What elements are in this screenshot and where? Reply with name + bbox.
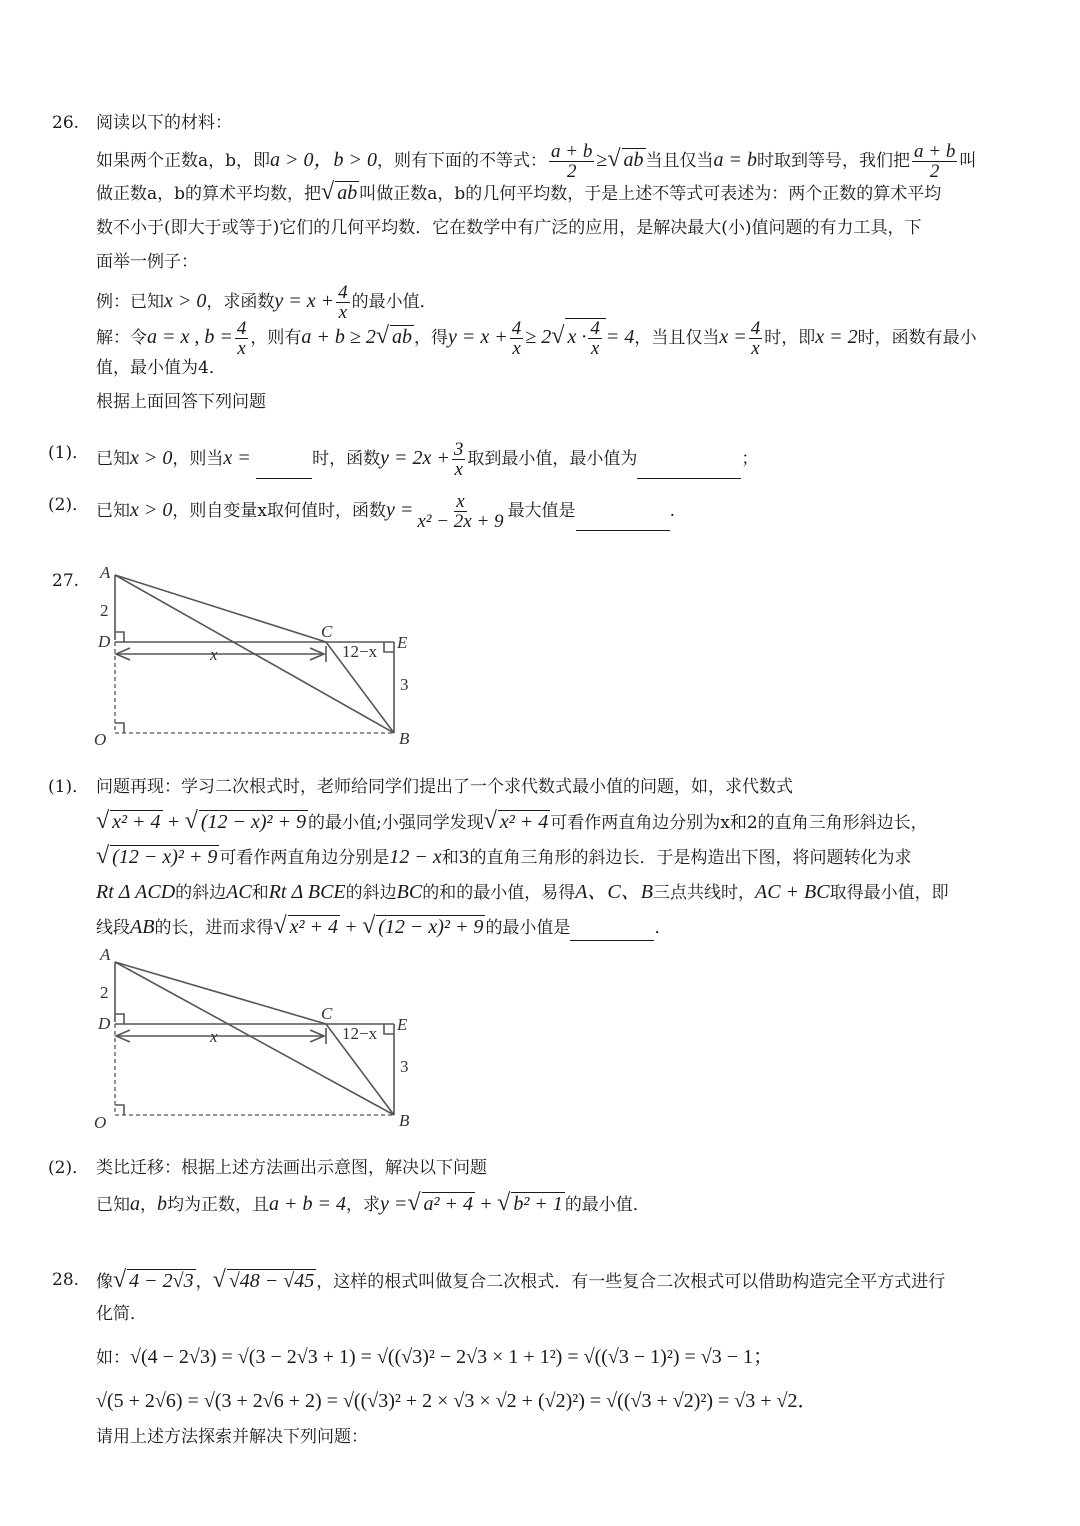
q28-example1: 如：√(4 − 2√3) = √(3 − 2√3 + 1) = √((√3)² − 2√3 × 1 + 1²) = √((√3 − 1)²) = √3 − 1； xyxy=(96,1346,774,1368)
label-3: 3 xyxy=(400,675,409,694)
frac-mean: $\frac{a + b}{2}$ xyxy=(551,141,593,182)
label-B: B xyxy=(399,1111,410,1130)
q27-part1-number: (1)． xyxy=(48,777,90,797)
q26-intro: 阅读以下的材料： xyxy=(96,113,232,133)
q26-example: 例：已知x > 0，求函数y = x + $\frac{4}{x}$ 的最小值． xyxy=(96,282,437,323)
q27-line3: √ (12 − x)² + 9 可看作两直角边分别是12 − x和3的直角三角形的斜边长．于是构造出下图，将问题转化为求 xyxy=(96,843,912,869)
label-B: B xyxy=(399,729,410,748)
q28-line1: 像√ 4 − 2√3 ，√ √48 − √45 ，这样的根式叫做复合二次根式．有一些复合二次根式可以借助构造完全平方式进行 xyxy=(96,1267,946,1293)
label-2: 2 xyxy=(100,601,109,620)
label-O: O xyxy=(94,730,107,749)
answer-blank-x[interactable] xyxy=(256,458,312,479)
q27-figure-1 xyxy=(90,560,420,755)
q27-line7: 已知a，b均为正数，且a + b = 4，求y =√ a² + 4 + √ b² + 1 的最小值． xyxy=(96,1190,650,1216)
label-D: D xyxy=(98,1014,111,1033)
answer-blank-min[interactable] xyxy=(637,458,741,479)
q28-line2: 化简． xyxy=(96,1304,147,1324)
q27-number: 27. xyxy=(52,571,80,591)
q27-line5: 线段AB的长，进而求得√ x² + 4 + √ (12 − x)² + 9 的最小值是 ． xyxy=(96,913,672,939)
frac-mean-2: $\frac{a + b}{2}$ xyxy=(914,141,956,182)
q28-line5: 请用上述方法探索并解决下列问题： xyxy=(96,1427,368,1447)
q28-example2: √(5 + 2√6) = √(3 + 2√6 + 2) = √((√3)² + 2 × √3 × √2 + (√2)²) = √((√3 + √2)²) = √3 + √2． xyxy=(96,1390,818,1412)
label-C: C xyxy=(321,622,333,641)
q26-part1-number: (1)． xyxy=(48,443,90,463)
q26-line5: 面举一例子： xyxy=(96,252,198,272)
q27-line4: Rt Δ ACD的斜边AC和Rt Δ BCE的斜边BC的和的最小值，易得A、C、B三点共线时，AC + BC取得最小值，即 xyxy=(96,881,949,903)
q27-part2-number: (2)． xyxy=(48,1158,90,1178)
q26-line4: 数不小于(即大于或等于)它们的几何平均数．它在数学中有广泛的应用，是解决最大(小)值问题的有力工具，下 xyxy=(96,218,922,238)
label-E: E xyxy=(397,1015,408,1034)
label-x: x xyxy=(210,645,218,664)
label-3: 3 xyxy=(400,1057,409,1076)
q26-part2: 已知x > 0，则自变量x取何值时，函数y = $\frac{x}{\text{x² − 2x + 9}}$ 最大值是 . xyxy=(96,491,675,532)
q26-part1: 已知x > 0，则当x = 时，函数y = 2x + $\frac{3}{x}$ 取到最小值，最小值为 ； xyxy=(96,439,759,480)
q27-figure-2 xyxy=(90,942,420,1137)
q26-part2-number: (2)． xyxy=(48,495,90,515)
answer-blank-max[interactable] xyxy=(576,510,670,531)
label-D: D xyxy=(98,632,111,651)
q28-number: 28. xyxy=(52,1270,80,1290)
label-A: A xyxy=(100,563,111,582)
label-A: A xyxy=(100,945,111,964)
answer-blank-q27[interactable] xyxy=(570,920,654,941)
label-E: E xyxy=(397,633,408,652)
q26-line9: 根据上面回答下列问题 xyxy=(96,392,266,412)
q26-line8: 值，最小值为4． xyxy=(96,358,226,378)
q27-line1: 问题再现：学习二次根式时，老师给同学们提出了一个求代数式最小值的问题，如，求代数式 xyxy=(96,777,793,797)
q26-solution: 解：令a = x , b = $\frac{4}{x}$ ，则有a + b ≥ 2√ ab ，得y = x + $\frac{4}{x}$ ≥ 2√ x · $\frac{4}{x}$ = 4，当且仅当x = $\frac{4}{x}$ 时，即x = 2时，函数有最小 xyxy=(96,318,977,360)
q26-line3: 做正数a，b的算术平均数，把√ ab 叫做正数a，b的几何平均数，于是上述不等式可表述为：两个正数的算术平均 xyxy=(96,179,942,205)
label-2: 2 xyxy=(100,983,109,1002)
label-12-x: 12−x xyxy=(342,642,378,661)
q27-line2: √ x² + 4 + √ (12 − x)² + 9 的最小值;小强同学发现√ x² + 4 可看作两直角边分别为x和2的直角三角形斜边长， xyxy=(96,808,928,834)
label-C: C xyxy=(321,1004,333,1023)
label-O: O xyxy=(94,1113,107,1132)
label-x: x xyxy=(210,1027,218,1046)
q26-number: 26. xyxy=(52,113,80,133)
q27-line6: 类比迁移：根据上述方法画出示意图，解决以下问题 xyxy=(96,1158,487,1178)
label-12-x: 12−x xyxy=(342,1024,378,1043)
q26-line2: 如果两个正数a，b，即a > 0，b > 0，则有下面的不等式： $\frac{a + b}{2}$ ≥√ ab 当且仅当a = b时取到等号，我们把 $\frac{a + b}{2}$ 叫 xyxy=(96,141,977,182)
